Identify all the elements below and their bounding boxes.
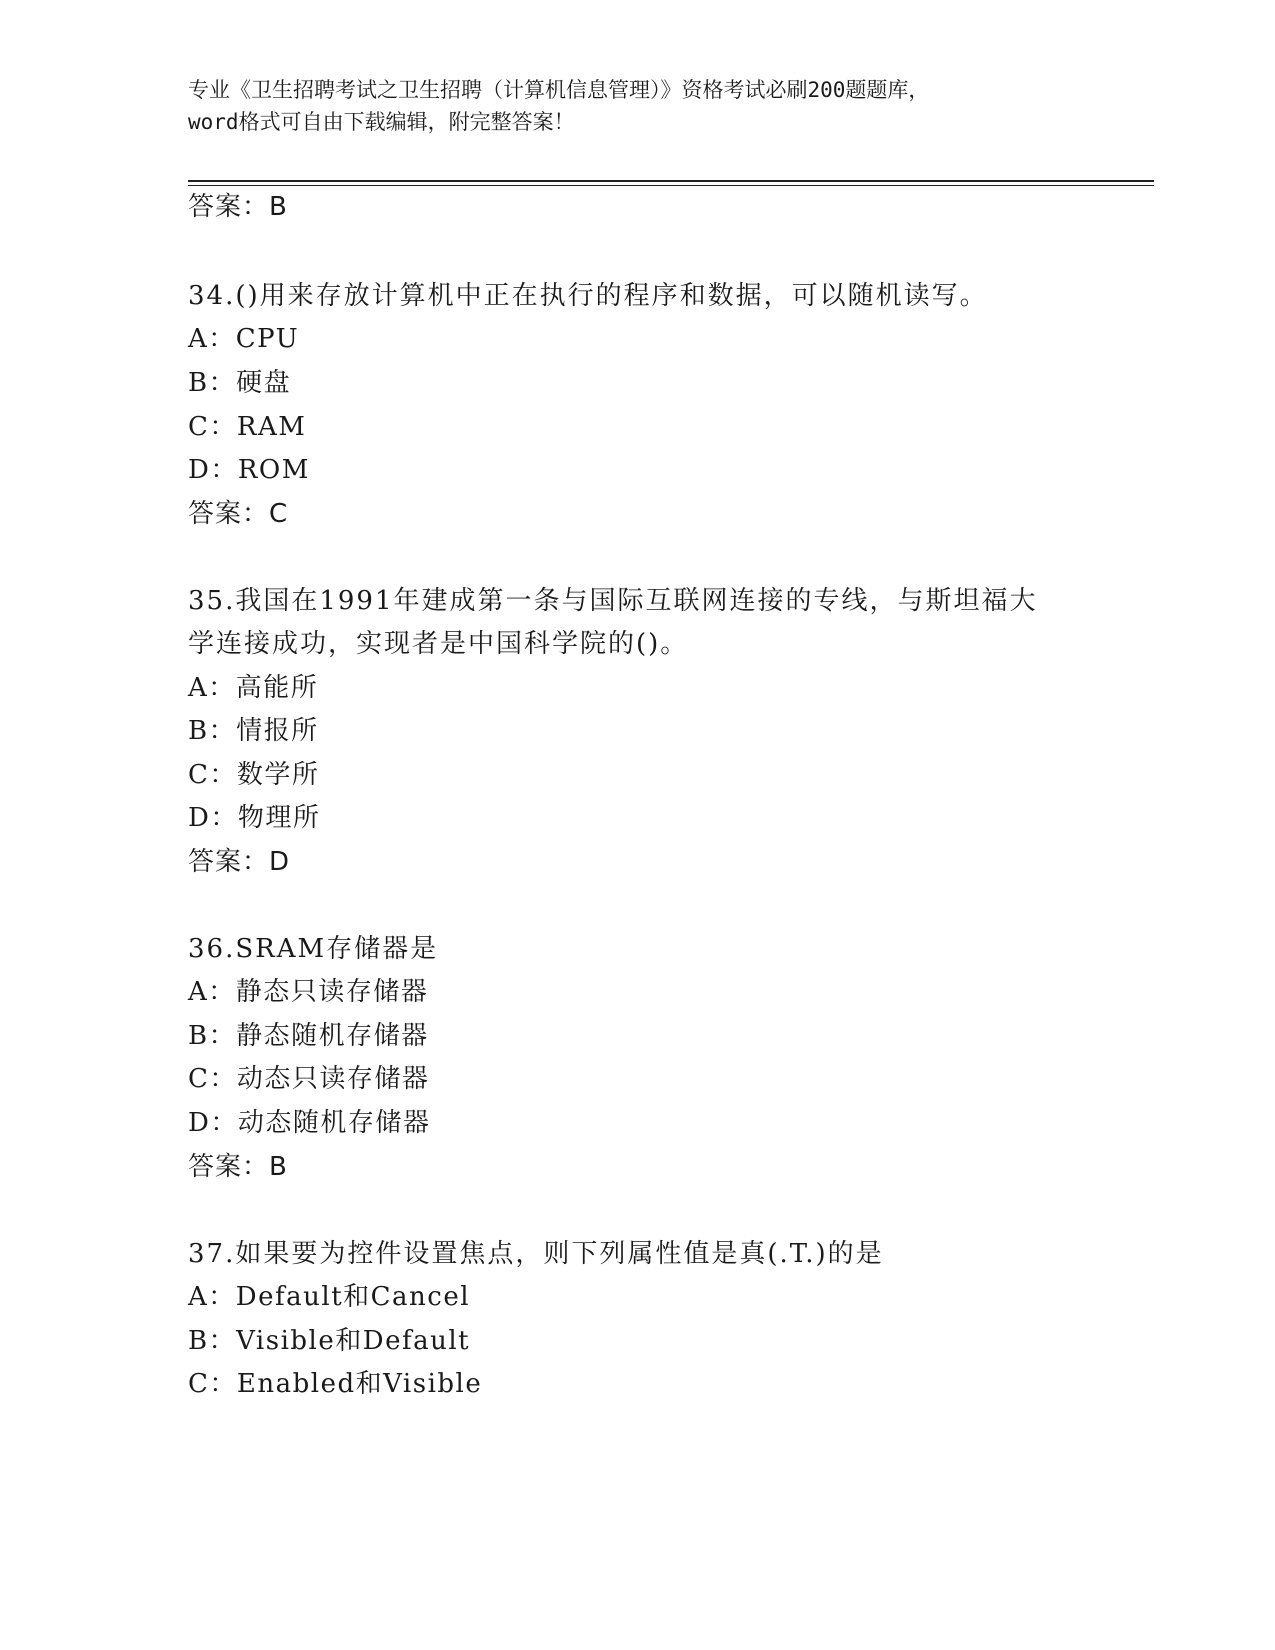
question-35-stem-line-2: 学连接成功，实现者是中国科学院的()。 [188,629,689,659]
header-divider-thick [188,180,1154,182]
question-37-option-a: A：Default和Cancel [188,1282,471,1312]
question-35-option-b: B：情报所 [188,716,319,746]
question-34-option-a: A：CPU [188,324,300,354]
header-title-line-1: 专业《卫生招聘考试之卫生招聘（计算机信息管理）》资格考试必刷200题题库， [188,78,930,102]
question-36-option-d: D：动态随机存储器 [188,1108,431,1138]
question-35-stem-line-1: 35.我国在1991年建成第一条与国际互联网连接的专线，与斯坦福大 [188,586,1038,616]
question-35-option-c: C：数学所 [188,760,320,790]
header-divider-thin [188,185,1154,186]
question-36-option-b: B：静态随机存储器 [188,1021,429,1051]
question-36-stem: 36.SRAM存储器是 [188,934,439,964]
question-35-option-a: A：高能所 [188,673,319,703]
answer-q34: 答案：C [188,499,289,529]
question-34-option-b: B：硬盘 [188,368,292,398]
question-34-option-d: D：ROM [188,455,310,485]
answer-q33: 答案：B [188,192,288,222]
question-37-stem: 37.如果要为控件设置焦点，则下列属性值是真(.T.)的是 [188,1239,884,1269]
question-36-option-c: C：动态只读存储器 [188,1064,430,1094]
question-37-option-b: B：Visible和Default [188,1326,471,1356]
question-34-stem: 34.()用来存放计算机中正在执行的程序和数据，可以随机读写。 [188,281,988,311]
question-34-option-c: C：RAM [188,412,307,442]
answer-q36: 答案：B [188,1152,288,1182]
question-37-option-c: C：Enabled和Visible [188,1369,483,1399]
question-36-option-a: A：静态只读存储器 [188,977,429,1007]
page-header [188,74,1088,138]
answer-q35: 答案：D [188,847,291,877]
question-35-option-d: D：物理所 [188,803,321,833]
header-title-line-2: word格式可自由下载编辑，附完整答案！ [188,110,575,134]
